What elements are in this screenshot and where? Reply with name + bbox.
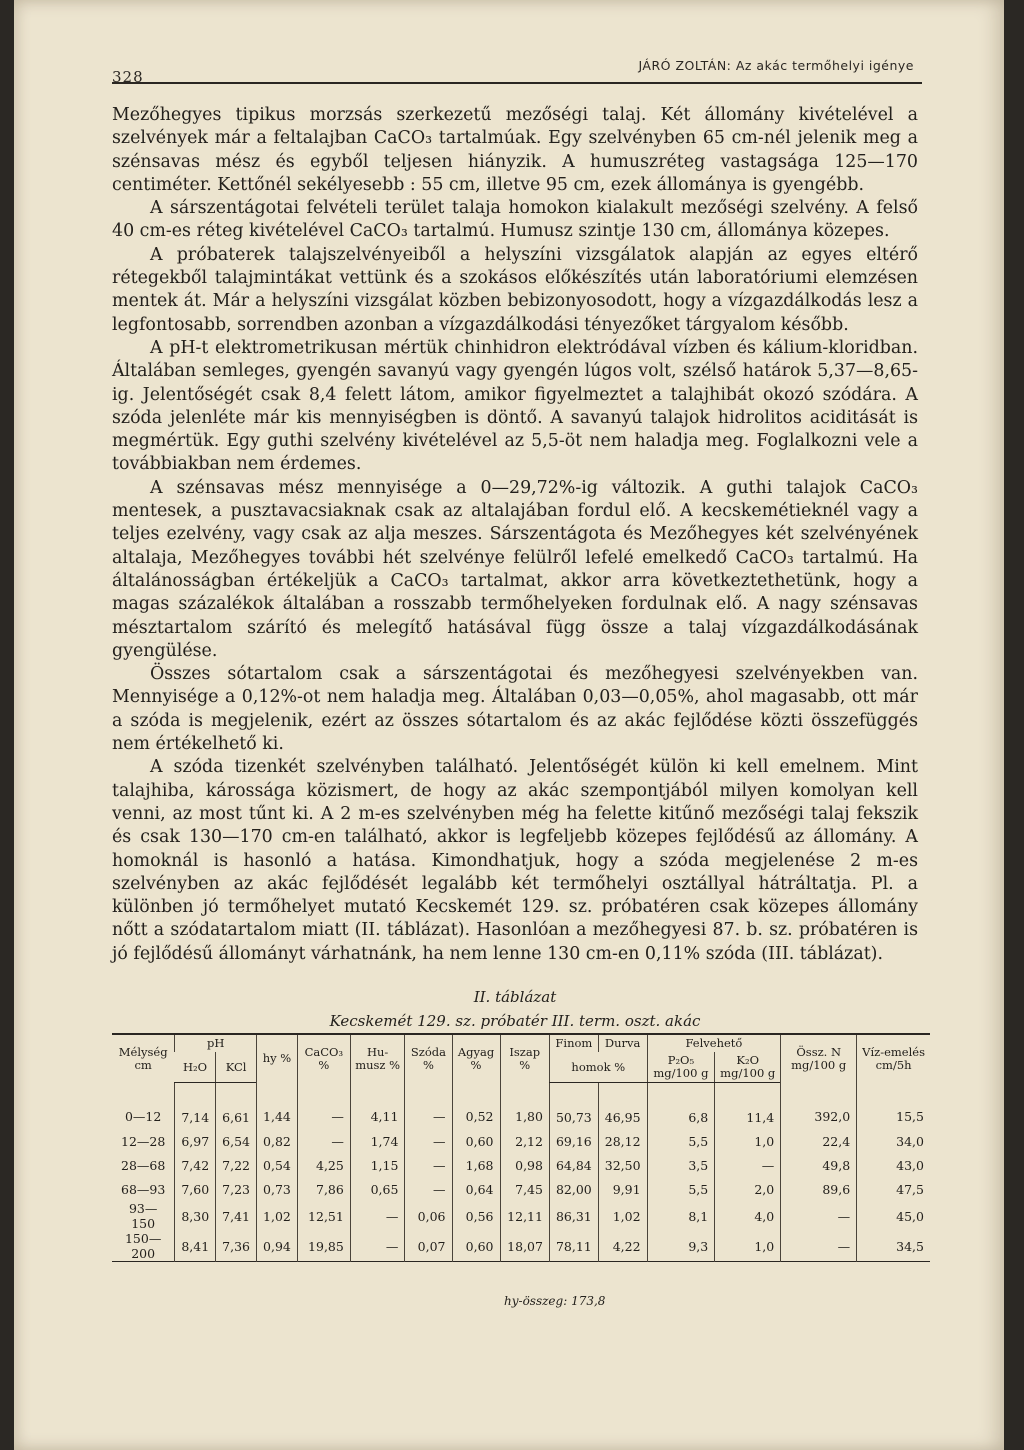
col-header-iszap: Iszap % — [500, 1034, 549, 1083]
col-header-agyag: Agyag % — [452, 1034, 500, 1083]
paragraph: A szóda tizenkét szelvényben található. Jelentőségét külön ki kell emelnem. Mint talajhiba, károssága közismert, de hogy az akác szempontjából milyen komolyan kell venni, az most tűnt ki. A 2 m-es szelvényben még ha felette kitűnő mezőségi talaj fekszik és csak 130—170 cm-en található, akkor is legfeljebb közepes fejlődésű az állomány. A homoknál is hasonló a hatása. Kimondhatjuk, hogy a szóda megjelenése 2 m-es szelvényben az akác fejlődését legalább két termőhelyi osztállyal hátráltatja. Pl. a különben jó termőhelyet mutató Kecskemét 129. sz. próbatéren csak közepes állomány nőtt a szódatartalom miatt (II. táblázat). Hasonlóan a mezőhegyesi 87. b. sz. próbatéren is jó fejlődésű állományt várhatnánk, ha nem lenne 130 cm-en 0,11% szóda (III. táblázat). — [112, 757, 918, 964]
table-cell: 0,60 — [452, 1231, 500, 1262]
table-cell-depth: 150—200 — [124, 1231, 162, 1261]
table-cell: 86,31 — [549, 1201, 598, 1231]
table-cell: 46,95 — [598, 1083, 647, 1130]
col-header-humusz: Hu-musz % — [350, 1034, 405, 1083]
paragraph: A pH-t elektrometrikusan mértük chinhidron elektródával vízben és kálium-kloridban. Általában semleges, gyengén savanyú vagy gyengén lúgos volt, szélső határok 5,37—8,65-ig. Jelentőségét csak 8,4 felett látom, amikor figyelmeztet a talajhibát okozó szódára. A szóda jelenléte már kis mennyiségben is döntő. A savanyú talajok hidrolitos aciditását is megmértük. Egy guthi szelvény kivételével az 5,5-öt nem haladja meg. Foglalkozni vele a továbbiakban nem érdemes. — [112, 337, 918, 475]
table-cell: 34,5 — [857, 1231, 930, 1262]
col-header-k2o: K₂O mg/100 g — [715, 1052, 781, 1083]
table-cell: — — [297, 1083, 350, 1130]
table-cell-depth: 12—28 — [121, 1133, 166, 1149]
table-cell: 0,52 — [452, 1083, 500, 1130]
table-cell: 9,91 — [598, 1177, 647, 1201]
table-cell: 12,51 — [297, 1201, 350, 1231]
col-header-szoda: Szóda % — [405, 1034, 452, 1083]
col-header-hy: hy % — [257, 1034, 298, 1083]
table-cell: 6,61 — [216, 1083, 257, 1130]
col-header-felveheto: Felvehető — [647, 1034, 781, 1052]
table-cell: 7,22 — [216, 1153, 257, 1177]
table-cell: 9,3 — [647, 1231, 715, 1262]
table-cell: 0,64 — [452, 1177, 500, 1201]
table-cell: 6,54 — [216, 1129, 257, 1153]
table-cell: 1,44 — [257, 1083, 298, 1130]
table-cell: 4,0 — [715, 1201, 781, 1231]
table-cell: — — [297, 1129, 350, 1153]
table-cell: 15,5 — [857, 1083, 930, 1130]
table-cell: 7,41 — [216, 1201, 257, 1231]
table-cell: 1,02 — [257, 1201, 298, 1231]
table-cell: 43,0 — [857, 1153, 930, 1177]
table-row — [112, 1201, 930, 1231]
table-body — [112, 1083, 930, 1262]
table-cell: 18,07 — [500, 1231, 549, 1262]
table-subcaption: Kecskemét 129. sz. próbatér III. term. oszt. akác — [329, 1012, 701, 1030]
table-cell: 50,73 — [549, 1083, 598, 1130]
running-head: JÁRÓ ZOLTÁN: Az akác termőhelyi igénye — [638, 58, 914, 73]
col-header-depth: Mélység cm — [118, 1044, 168, 1072]
table-cell: 7,86 — [297, 1177, 350, 1201]
table-row — [112, 1231, 930, 1262]
table-cell: 7,23 — [216, 1177, 257, 1201]
table-caption: II. táblázat — [473, 988, 557, 1006]
table-cell: 1,02 — [598, 1201, 647, 1231]
table-cell: 49,8 — [781, 1153, 857, 1177]
col-header-p2o5: P₂O₅ mg/100 g — [647, 1052, 715, 1083]
table-cell: 0,06 — [405, 1201, 452, 1231]
paragraph: A szénsavas mész mennyisége a 0—29,72%-ig változik. A guthi talajok CaCO₃ mentesek, a pusztavacsiaknak csak az altalajában fordul elő. A kecskemétieknél vagy a teljes ezelvény, vagy csak az alja meszes. Sárszentágota és Mezőhegyes két szelvényének altalaja, Mezőhegyes további hét szelvénye felülről lefelé emelkedő CaCO₃ tartalmú. Ha általánosságban értékeljük a CaCO₃ tartalmat, akkor arra következtethetünk, hogy a magas százalékok általában a rosszabb termőhelyeken fordulnak elő. A nagy szénsavas mésztartalom szárító és melegítő hatásával függ össze a talaj vízgazdálkodásának gyengülése. — [112, 477, 918, 661]
table-cell: — — [781, 1231, 857, 1262]
table-cell: 4,22 — [598, 1231, 647, 1262]
table-cell: — — [405, 1153, 452, 1177]
table-cell: 1,15 — [350, 1153, 405, 1177]
table-cell: 392,0 — [781, 1083, 857, 1130]
table-cell: 8,1 — [647, 1201, 715, 1231]
table-cell: 1,68 — [452, 1153, 500, 1177]
table-cell: 78,11 — [549, 1231, 598, 1262]
col-header-ph: pH — [175, 1034, 257, 1052]
table-cell: 0,94 — [257, 1231, 298, 1262]
paragraph: A próbaterek talajszelvényeiből a helyszíni vizsgálatok alapján az egyes eltérő rétegekből talajmintákat vettünk és a szokásos előkészítés után laboratóriumi elemzésen mentek át. Már a helyszíni vizsgálat közben bebizonyosodott, hogy a vízgazdálkodás lesz a legfontosabb, sorrendben azonban a vízgazdálkodási tényezőket tárgyalom később. — [112, 244, 918, 335]
table-cell: — — [405, 1129, 452, 1153]
table-cell: 0,07 — [405, 1231, 452, 1262]
table-cell-depth: 93—150 — [128, 1201, 158, 1231]
table-cell: 7,60 — [175, 1177, 216, 1201]
table-cell: 0,65 — [350, 1177, 405, 1201]
table-cell: 6,8 — [647, 1083, 715, 1130]
table-cell: 0,82 — [257, 1129, 298, 1153]
table-cell: 0,60 — [452, 1129, 500, 1153]
table-cell: 1,80 — [500, 1083, 549, 1130]
table-cell: — — [715, 1153, 781, 1177]
table-cell: 32,50 — [598, 1153, 647, 1177]
table-row — [112, 1083, 930, 1130]
table-cell: 28,12 — [598, 1129, 647, 1153]
table-cell: 12,11 — [500, 1201, 549, 1231]
table-cell: — — [405, 1083, 452, 1130]
table-cell: 7,14 — [175, 1083, 216, 1130]
table-row — [112, 1153, 930, 1177]
table-cell: 22,4 — [781, 1129, 857, 1153]
table-cell: 47,5 — [857, 1177, 930, 1201]
table-row — [112, 1129, 930, 1153]
table-cell: 45,0 — [857, 1201, 930, 1231]
table-cell: — — [781, 1201, 857, 1231]
table-cell-depth: 68—93 — [121, 1181, 166, 1197]
document-page — [14, 0, 1004, 1450]
table-cell: 1,74 — [350, 1129, 405, 1153]
table-cell: 7,36 — [216, 1231, 257, 1262]
table-cell: 19,85 — [297, 1231, 350, 1262]
table-cell: 2,0 — [715, 1177, 781, 1201]
table-footnote: hy-összeg: 173,8 — [504, 1294, 606, 1308]
table-cell: — — [405, 1177, 452, 1201]
col-header-finom: Finom — [549, 1034, 598, 1052]
table-cell: 7,45 — [500, 1177, 549, 1201]
col-header-durva: Durva — [598, 1034, 647, 1052]
body-text — [112, 104, 918, 966]
table-cell: 89,6 — [781, 1177, 857, 1201]
table-cell: 82,00 — [549, 1177, 598, 1201]
paragraph: A sárszentágotai felvételi terület talaja homokon kialakult mezőségi szelvény. A felső 40 cm-es réteg kivételével CaCO₃ tartalmú. Humusz szintje 130 cm, állománya közepes. — [112, 198, 918, 242]
col-header-kcl: KCl — [216, 1052, 257, 1083]
col-header-vizemeles: Víz-emelés cm/5h — [857, 1034, 930, 1083]
page-number: 328 — [112, 68, 144, 86]
table-cell: — — [350, 1201, 405, 1231]
table-cell: 11,4 — [715, 1083, 781, 1130]
table-cell-depth: 0—12 — [124, 1109, 162, 1125]
table-cell: 1,0 — [715, 1129, 781, 1153]
table-row — [112, 1177, 930, 1201]
table-cell: 1,0 — [715, 1231, 781, 1262]
table-cell: 4,25 — [297, 1153, 350, 1177]
page-header — [112, 54, 922, 84]
soil-data-table — [112, 1033, 930, 1262]
table-cell: — — [350, 1231, 405, 1262]
table-cell: 2,12 — [500, 1129, 549, 1153]
table-cell: 8,30 — [175, 1201, 216, 1231]
table-cell-depth: 28—68 — [121, 1157, 166, 1173]
paragraph: Összes sótartalom csak a sárszentágotai és mezőhegyesi szelvényekben van. Mennyisége a 0,12%-ot nem haladja meg. Általában 0,03—0,05%, ahol magasabb, ott már a szóda is megjelenik, ezért az összes sótartalom és az akác fejlődése közti összefüggés nem értékelhető ki. — [112, 664, 918, 755]
table-cell: 0,73 — [257, 1177, 298, 1201]
paragraph: Mezőhegyes tipikus morzsás szerkezetű mezőségi talaj. Két állomány kivételével a szelvények már a feltalajban CaCO₃ tartalmúak. Egy szelvényben 65 cm-nél jelenik meg a szénsavas mész és egyből teljesen hiányzik. A humuszréteg vastagsága 125—170 centiméter. Kettőnél sekélyesebb : 55 cm, illetve 95 cm, ezek állománya is gyengébb. — [112, 105, 918, 195]
col-header-homok: homok % — [549, 1052, 647, 1083]
table-cell: 7,42 — [175, 1153, 216, 1177]
table-cell: 4,11 — [350, 1083, 405, 1130]
col-header-ossz-n: Össz. N mg/100 g — [781, 1034, 857, 1083]
table-cell: 3,5 — [647, 1153, 715, 1177]
table-cell: 34,0 — [857, 1129, 930, 1153]
table-cell: 64,84 — [549, 1153, 598, 1177]
table-cell: 5,5 — [647, 1177, 715, 1201]
table-cell: 0,54 — [257, 1153, 298, 1177]
table-cell: 6,97 — [175, 1129, 216, 1153]
col-header-caco3: CaCO₃ % — [297, 1034, 350, 1083]
table-cell: 0,98 — [500, 1153, 549, 1177]
table-cell: 5,5 — [647, 1129, 715, 1153]
table-cell: 69,16 — [549, 1129, 598, 1153]
table-cell: 0,56 — [452, 1201, 500, 1231]
table-cell: 8,41 — [175, 1231, 216, 1262]
col-header-h2o: H₂O — [175, 1052, 216, 1083]
